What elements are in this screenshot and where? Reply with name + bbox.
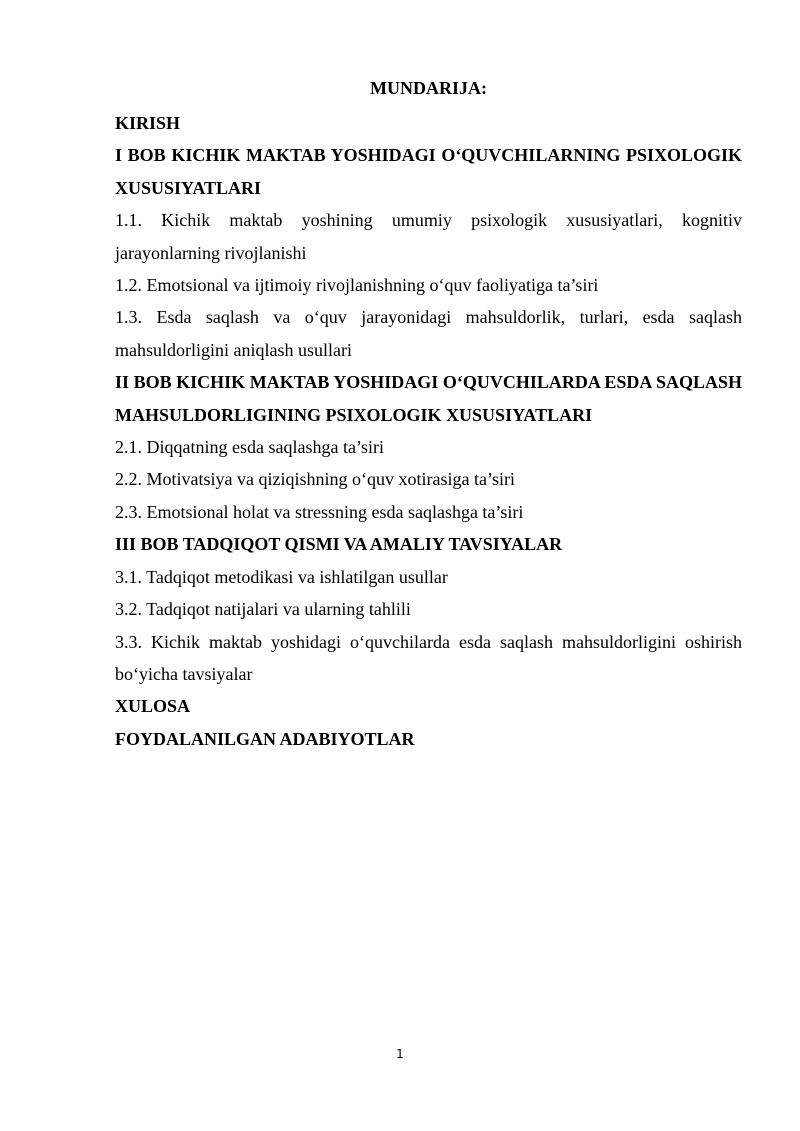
toc-entry-section-3-1: 3.1. Tadqiqot metodikasi va ishlatilgan usullar [115, 566, 448, 587]
toc-entry-section-2-3: 2.3. Emotsional holat va stressning esda saqlashga ta’siri [115, 501, 524, 522]
toc-entry-section-1-1: 1.1. Kichik maktab yoshining umumiy psixologik xususiyatlari, kognitiv jarayonlarning rivojlanishi [115, 210, 742, 263]
toc-entry-section-1-2: 1.2. Emotsional va ijtimoiy rivojlanishning o‘quv faoliyatiga ta’siri [115, 275, 599, 296]
toc-entry-section-2-2: 2.2. Motivatsiya va qiziqishning o‘quv xotirasiga ta’siri [115, 469, 515, 490]
toc-entry-section-3-2: 3.2. Tadqiqot natijalari va ularning tahlili [115, 599, 411, 620]
table-of-contents [115, 107, 742, 755]
page-title: MUNDARIJA: [370, 78, 487, 98]
toc-entry-section-1-3: 1.3. Esda saqlash va o‘quv jarayonidagi mahsuldorlik, turlari, esda saqlash mahsuldorligini aniqlash usullari [115, 307, 742, 360]
toc-entry-section-2-1: 2.1. Diqqatning esda saqlashga ta’siri [115, 437, 384, 458]
toc-entry-chapter-3: III BOB TADQIQOT QISMI VA AMALIY TAVSIYALAR [115, 534, 563, 555]
toc-entry-introduction: KIRISH [115, 113, 181, 133]
toc-entry-references: FOYDALANILGAN ADABIYOTLAR [115, 728, 415, 749]
document-page [115, 76, 742, 755]
toc-entry-section-3-3: 3.3. Kichik maktab yoshidagi o‘quvchilarda esda saqlash mahsuldorligini oshirish bo‘yicha tavsiyalar [115, 631, 742, 684]
toc-entry-chapter-1: I BOB KICHIK MAKTAB YOSHIDAGI O‘QUVCHILARNING PSIXOLOGIK XUSUSIYATLARI [115, 145, 742, 198]
toc-entry-chapter-2: II BOB KICHIK MAKTAB YOSHIDAGI O‘QUVCHILARDA ESDA SAQLASH MAHSULDORLIGINING PSIXOLOGIK XUSUSIYATLARI [115, 372, 742, 425]
toc-entry-conclusion: XULOSA [115, 696, 191, 717]
page-number: 1 [396, 1047, 404, 1061]
